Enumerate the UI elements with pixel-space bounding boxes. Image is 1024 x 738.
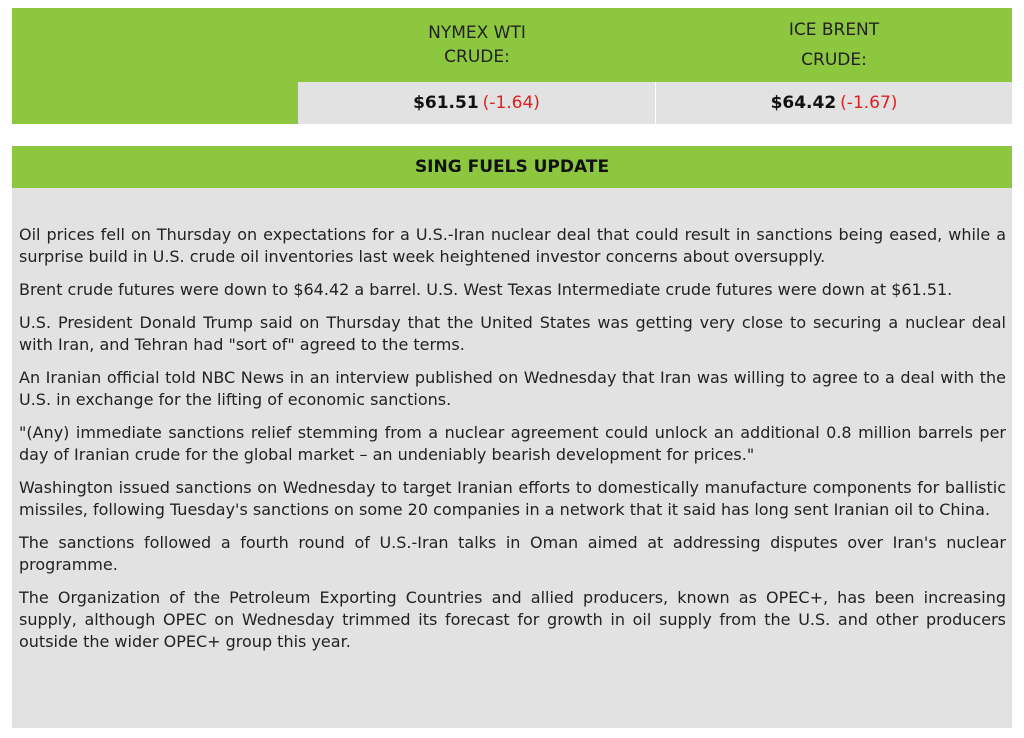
wti-price-column: [298, 8, 656, 124]
update-paragraph: "(Any) immediate sanctions relief stemming from a nuclear agreement could unlock an additional 0.8 million barrels per day of Iranian crude for the global market – an undeniably bearish development for prices.": [19, 423, 1006, 464]
update-paragraph: Washington issued sanctions on Wednesday to target Iranian efforts to domestically manufacture components for ballistic missiles, following Tuesday's sanctions on some 20 companies in a network that it said has long sent Iranian oil to China.: [19, 478, 1006, 519]
update-paragraph: U.S. President Donald Trump said on Thursday that the United States was getting very close to securing a nuclear deal with Iran, and Tehran had "sort of" agreed to the terms.: [19, 313, 1006, 354]
wti-label-line1: NYMEX WTI: [428, 23, 526, 43]
brent-header: [656, 8, 1012, 82]
wti-header: [298, 8, 656, 82]
brent-price-column: [656, 8, 1012, 124]
brent-price-value: $64.42: [770, 93, 837, 113]
update-paragraph: Brent crude futures were down to $64.42 a barrel. U.S. West Texas Intermediate crude futures were down at $61.51.: [19, 280, 953, 299]
fuels-update-panel: [12, 146, 1012, 728]
update-title: SING FUELS UPDATE: [12, 146, 1012, 188]
update-paragraph: An Iranian official told NBC News in an interview published on Wednesday that Iran was willing to agree to a deal with the U.S. in exchange for the lifting of economic sanctions.: [19, 368, 1006, 409]
brent-price-change: (-1.67): [840, 93, 898, 113]
crude-price-table: [12, 8, 1012, 124]
brent-price-cell: [656, 82, 1012, 124]
wti-label-line2: CRUDE:: [444, 47, 510, 67]
update-paragraph: The sanctions followed a fourth round of U.S.-Iran talks in Oman aimed at addressing disputes over Iran's nuclear programme.: [19, 533, 1006, 574]
brent-label-line2: CRUDE:: [801, 50, 867, 70]
brent-label-line1: ICE BRENT: [788, 20, 880, 40]
wti-price-value: $61.51: [413, 93, 479, 113]
update-paragraph: The Organization of the Petroleum Exporting Countries and allied producers, known as OPEC+, has been increasing supply, although OPEC on Wednesday trimmed its forecast for growth in oil supply from the U.S. and other producers outside the wider OPEC+ group this year.: [19, 588, 1006, 651]
wti-price-change: (-1.64): [482, 93, 540, 113]
wti-price-cell: [298, 82, 656, 124]
update-paragraph: Oil prices fell on Thursday on expectations for a U.S.-Iran nuclear deal that could result in sanctions being eased, while a surprise build in U.S. crude oil inventories last week heightened investor concerns about oversupply.: [19, 225, 1006, 266]
update-body: [12, 188, 1012, 653]
